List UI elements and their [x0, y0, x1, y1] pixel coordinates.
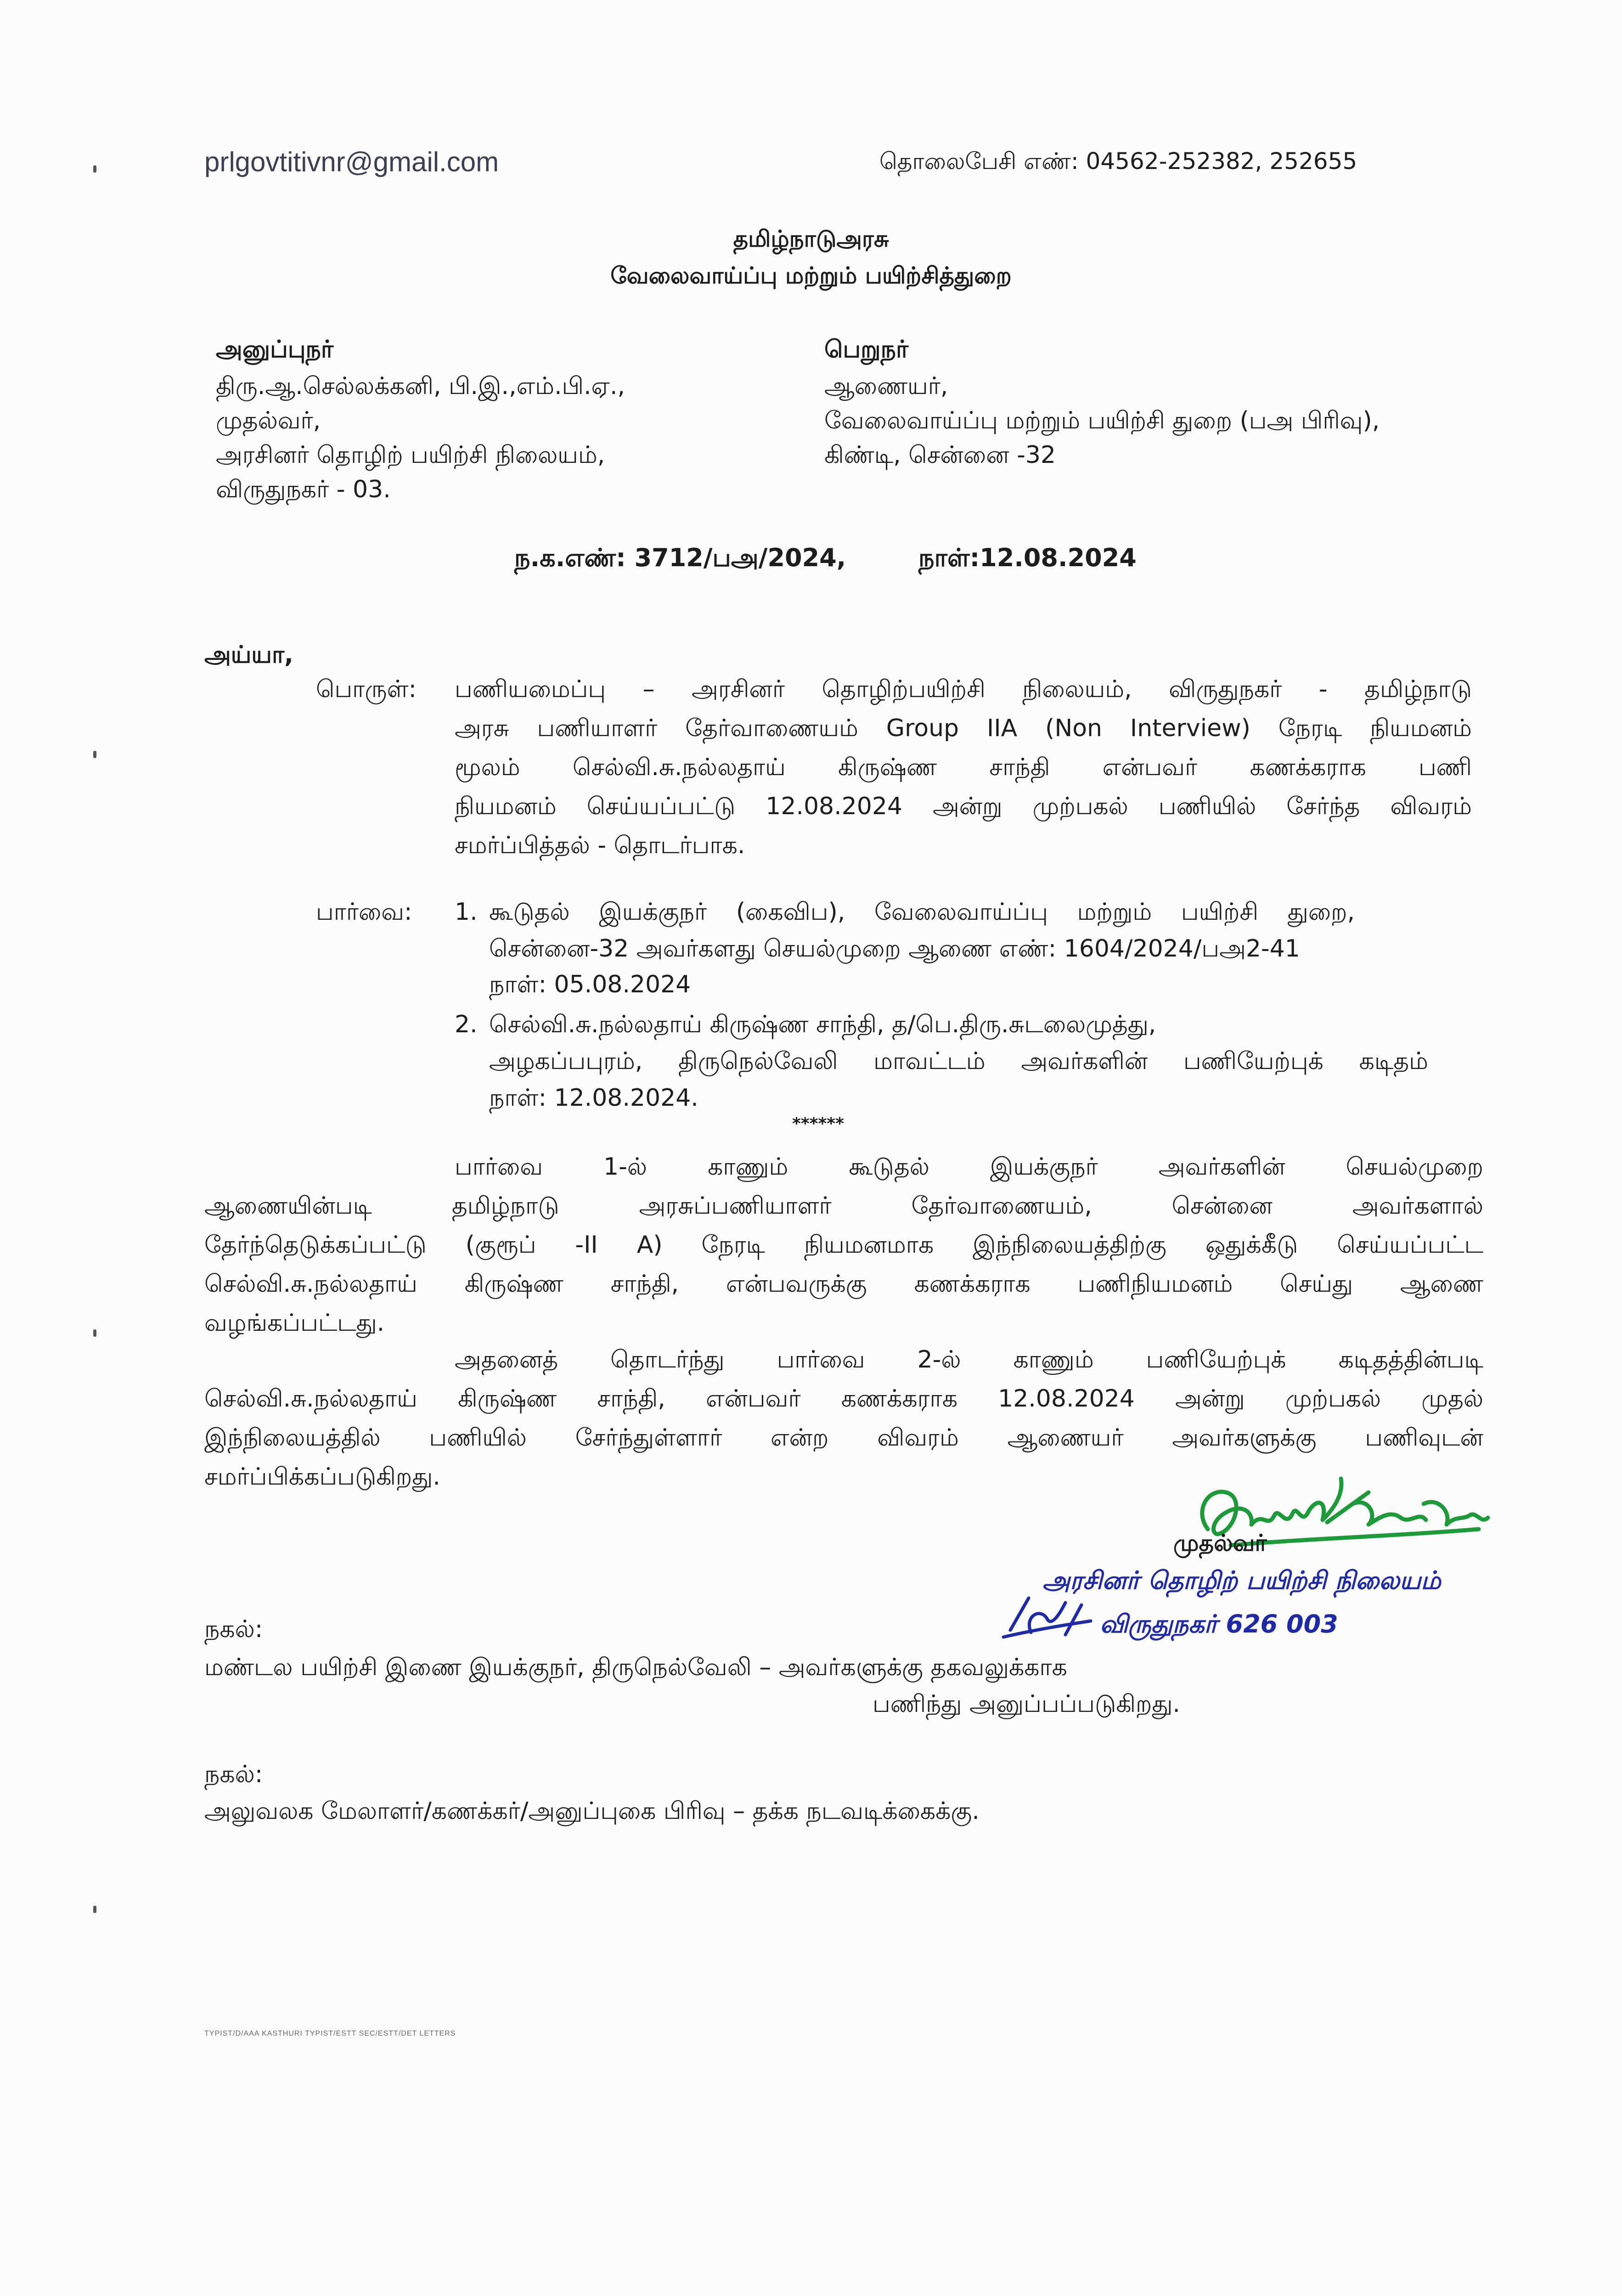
body-line: ஆணையின்படி தமிழ்நாடு அரசுப்பணியாளர் தேர்வாணையம், சென்னை அவர்களால்	[204, 1192, 1483, 1220]
sender-line: முதல்வர்,	[216, 407, 321, 434]
handwritten-signature	[1176, 1460, 1497, 1580]
copy-line: மண்டல பயிற்சி இணை இயக்குநர், திருநெல்வேலி – அவர்களுக்கு தகவலுக்காக	[204, 1654, 1067, 1681]
reference-number: ந.க.எண்: 3712/பஅ/2024,	[514, 543, 846, 572]
reference-date: நாள்:12.08.2024	[918, 543, 1137, 572]
subject-line: அரசு பணியாளர் தேர்வாணையம் Group IIA (Non Interview) நேரடி நியமனம்	[455, 715, 1472, 742]
phone-number: தொலைபேசி எண்: 04562-252382, 252655	[879, 148, 1357, 174]
department-title: வேலைவாய்ப்பு மற்றும் பயிற்சித்துறை	[610, 262, 1012, 289]
margin-mark	[93, 751, 96, 758]
recipient-line: வேலைவாய்ப்பு மற்றும் பயிற்சி துறை (பஅ பிரிவு),	[824, 407, 1380, 434]
ref-line: கூடுதல் இயக்குநர் (கைவிப), வேலைவாய்ப்பு மற்றும் பயிற்சி துறை,	[489, 898, 1355, 926]
ref-line: நாள்: 12.08.2024.	[489, 1084, 698, 1112]
copy-line: அலுவலக மேலாளர்/கணக்கர்/அனுப்புகை பிரிவு – தக்க நடவடிக்கைக்கு.	[204, 1797, 980, 1825]
ref-line: செல்வி.சு.நல்லதாய் கிருஷ்ண சாந்தி, த/பெ.திரு.சுடலைமுத்து,	[489, 1011, 1156, 1038]
typist-reference: TYPIST/D/AAA KASTHURI TYPIST/ESTT SEC/ESTT/DET LETTERS	[204, 2030, 456, 2037]
office-seal-line2: விருதுநகர் 626 003	[1100, 1609, 1338, 1638]
body-line: தேர்ந்தெடுக்கப்பட்டு (குரூப் -II A) நேரடி நியமனமாக இந்நிலையத்திற்கு ஒதுக்கீடு செய்யப்பட்ட	[204, 1231, 1483, 1259]
ref-line: அழகப்பபுரம், திருநெல்வேலி மாவட்டம் அவர்களின் பணியேற்புக் கடிதம்	[489, 1047, 1428, 1075]
copy-label: நகல்:	[204, 1615, 263, 1643]
margin-mark	[93, 1906, 96, 1913]
refs-label: பார்வை:	[316, 898, 412, 926]
margin-mark	[93, 1329, 96, 1337]
separator: ******	[792, 1114, 844, 1133]
sender-line: திரு.ஆ.செல்லக்கனி, பி.இ.,எம்.பி.ஏ.,	[216, 372, 625, 400]
body-line: சமர்ப்பிக்கப்படுகிறது.	[204, 1463, 440, 1491]
copy-line: பணிந்து அனுப்பப்படுகிறது.	[873, 1690, 1180, 1718]
salutation: அய்யா,	[204, 641, 293, 669]
body-line: இந்நிலையத்தில் பணியில் சேர்ந்துள்ளார் என்ற விவரம் ஆணையர் அவர்களுக்கு பணிவுடன்	[204, 1424, 1483, 1452]
recipient-line: கிண்டி, சென்னை -32	[824, 441, 1056, 469]
subject-line: மூலம் செல்வி.சு.நல்லதாய் கிருஷ்ண சாந்தி என்பவர் கணக்கராக பணி	[455, 754, 1472, 781]
ref-line: நாள்: 05.08.2024	[489, 971, 691, 998]
subject-line: பணியமைப்பு – அரசினர் தொழிற்பயிற்சி நிலையம், விருதுநகர் - தமிழ்நாடு	[455, 675, 1472, 703]
subject-line: சமர்ப்பித்தல் - தொடர்பாக.	[455, 832, 745, 859]
subject-line: நியமனம் செய்யப்பட்டு 12.08.2024 அன்று முற்பகல் பணியில் சேர்ந்த விவரம்	[455, 793, 1472, 820]
copy-label: நகல்:	[204, 1761, 263, 1788]
email-address: prlgovtitivnr@gmail.com	[204, 146, 499, 177]
body-line: பார்வை 1-ல் காணும் கூடுதல் இயக்குநர் அவர்களின் செயல்முறை	[455, 1153, 1483, 1181]
office-seal-line1: அரசினர் தொழிற் பயிற்சி நிலையம்	[1042, 1566, 1441, 1595]
body-line: செல்வி.சு.நல்லதாய் கிருஷ்ண சாந்தி, என்பவர் கணக்கராக 12.08.2024 அன்று முற்பகல் முதல்	[204, 1385, 1483, 1412]
ref-number: 2.	[455, 1011, 478, 1038]
recipient-label: பெறுநர்	[824, 336, 909, 363]
sender-line: அரசினர் தொழிற் பயிற்சி நிலையம்,	[216, 441, 605, 469]
margin-mark	[93, 165, 96, 173]
ref-line: சென்னை-32 அவர்களது செயல்முறை ஆணை எண்: 1604/2024/பஅ2-41	[489, 935, 1300, 962]
body-line: அதனைத் தொடர்ந்து பார்வை 2-ல் காணும் பணியேற்புக் கடிதத்தின்படி	[455, 1346, 1483, 1373]
body-line: வழங்கப்பட்டது.	[204, 1309, 385, 1337]
signatory-title: முதல்வர்	[1173, 1530, 1267, 1556]
recipient-line: ஆணையர்,	[824, 372, 948, 400]
government-title: தமிழ்நாடுஅரசு	[733, 225, 889, 252]
body-line: செல்வி.சு.நல்லதாய் கிருஷ்ண சாந்தி, என்பவருக்கு கணக்கராக பணிநியமனம் செய்து ஆணை	[204, 1270, 1483, 1298]
sender-label: அனுப்புநர்	[216, 336, 334, 363]
ref-number: 1.	[455, 898, 478, 926]
sender-line: விருதுநகர் - 03.	[216, 476, 391, 503]
subject-label: பொருள்:	[316, 675, 417, 703]
